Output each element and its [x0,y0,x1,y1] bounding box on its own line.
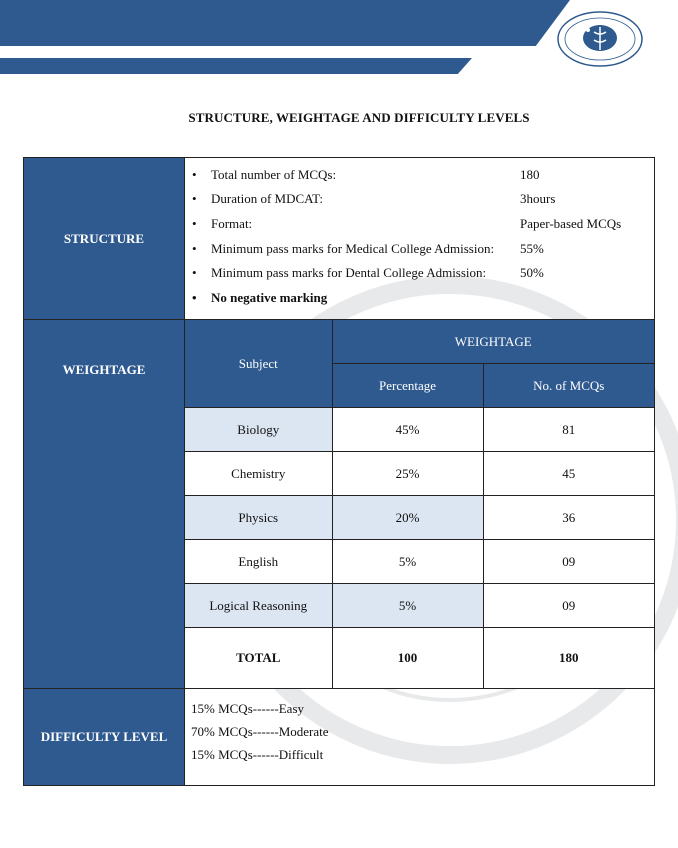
structure-list [185,161,654,317]
percentage-cell: 45% [332,408,483,452]
list-item: 70% MCQs------Moderate [191,724,329,739]
list-item: 15% MCQs------Difficult [191,747,324,762]
weightage-header: WEIGHTAGE [332,320,654,364]
subject-cell: Physics [185,496,332,540]
difficulty-list [185,689,654,774]
percentage-cell: 5% [332,540,483,584]
subject-cell: Logical Reasoning [185,584,332,628]
weightage-row [24,320,655,689]
list-item: • No negative marking [192,289,328,305]
mcq-count-cell: 09 [483,584,654,628]
list-item: 15% MCQs------Easy [191,701,305,716]
table-row [185,452,654,496]
structure-row [24,158,655,320]
list-item: • Minimum pass marks for Medical College Admission: 55% [192,240,544,256]
subject-cell: Biology [185,408,332,452]
header-banner-bottom [0,58,472,74]
percentage-cell: 5% [332,584,483,628]
council-seal-icon [556,10,644,68]
mdcat-structure-table [23,157,655,786]
subject-cell: Chemistry [185,452,332,496]
subject-header: Subject [185,320,332,408]
table-row [185,496,654,540]
weightage-label: WEIGHTAGE [24,320,185,689]
percentage-cell: 25% [332,452,483,496]
mcq-count-cell: 09 [483,540,654,584]
mcq-count-cell: 36 [483,496,654,540]
mcq-count-cell: 45 [483,452,654,496]
percentage-cell: 20% [332,496,483,540]
difficulty-label: DIFFICULTY LEVEL [24,689,185,786]
table-row [185,540,654,584]
total-row [185,628,654,689]
table-row [185,584,654,628]
weightage-table [185,320,654,688]
table-row [185,408,654,452]
total-percentage-cell: 100 [332,628,483,689]
structure-details [185,158,655,320]
mcq-count-cell: 81 [483,408,654,452]
page-title: STRUCTURE, WEIGHTAGE AND DIFFICULTY LEVELS [188,110,530,125]
structure-label: STRUCTURE [24,158,185,320]
percentage-header: Percentage [332,364,483,408]
total-label-cell: TOTAL [185,628,332,689]
mcq-count-header: No. of MCQs [483,364,654,408]
weightage-details [185,320,655,689]
total-mcq-cell: 180 [483,628,654,689]
list-item: • Total number of MCQs: 180 [192,166,540,182]
subject-cell: English [185,540,332,584]
list-item: • Duration of MDCAT: 3hours [192,191,556,207]
difficulty-details [185,689,655,786]
difficulty-row [24,689,655,786]
list-item: • Format: Paper-based MCQs [192,215,622,231]
header-banner-top [0,0,570,46]
list-item: • Minimum pass marks for Dental College Admission: 50% [192,265,544,281]
